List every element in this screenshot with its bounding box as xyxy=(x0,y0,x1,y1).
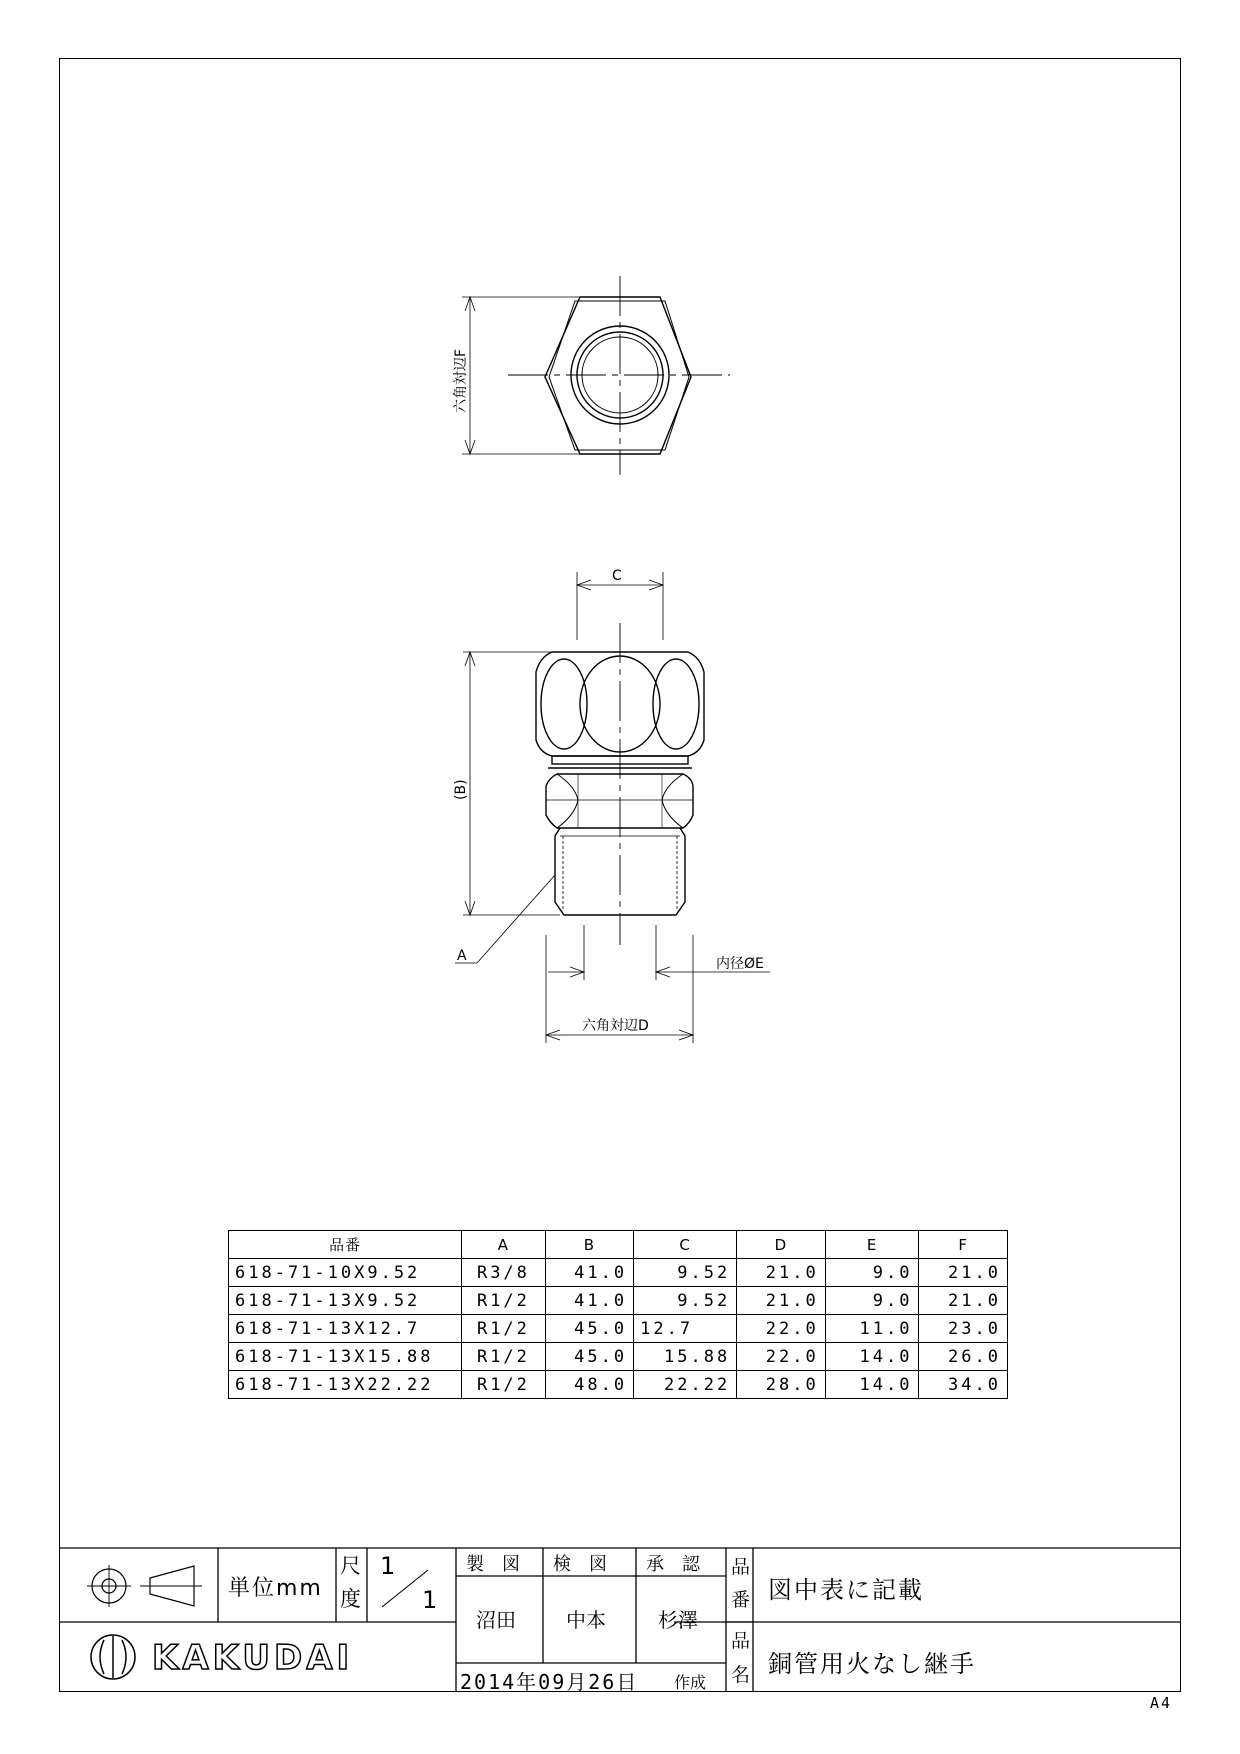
cell-E: 14.0 xyxy=(825,1343,919,1371)
scale-label-2: 度 xyxy=(340,1587,361,1611)
cell-F: 23.0 xyxy=(919,1315,1008,1343)
spec-table-header xyxy=(229,1231,1008,1259)
cell-C: 22.22 xyxy=(634,1371,737,1399)
label-dim-B: (B) xyxy=(453,779,469,800)
cell-E: 14.0 xyxy=(825,1371,919,1399)
header-E: E xyxy=(825,1231,919,1259)
header-C: C xyxy=(634,1231,737,1259)
header-D: D xyxy=(737,1231,826,1259)
cell-A: R1/2 xyxy=(462,1287,545,1315)
page-size-label: A4 xyxy=(1150,1694,1173,1712)
cell-B: 48.0 xyxy=(545,1371,634,1399)
approve-label: 承 認 xyxy=(646,1554,700,1575)
made-label: 製 図 xyxy=(466,1554,520,1575)
cell-C: 15.88 xyxy=(634,1343,737,1371)
cell-E: 11.0 xyxy=(825,1315,919,1343)
cell-F: 21.0 xyxy=(919,1287,1008,1315)
created-date: 2014年09月26日 xyxy=(460,1670,639,1694)
part-name-value: 銅管用火なし継手 xyxy=(768,1650,976,1678)
cell-B: 45.0 xyxy=(545,1315,634,1343)
checker-name: 中本 xyxy=(566,1608,606,1632)
cell-E: 9.0 xyxy=(825,1287,919,1315)
drafter-name: 沼田 xyxy=(476,1608,516,1632)
table-row xyxy=(229,1315,1008,1343)
label-dim-A: A xyxy=(457,948,467,964)
table-row xyxy=(229,1343,1008,1371)
top-view-hex xyxy=(462,276,730,475)
cell-B: 41.0 xyxy=(545,1259,634,1287)
part-no-label-1: 品 xyxy=(731,1556,751,1578)
unit-label: 単位mm xyxy=(228,1576,323,1601)
cell-part-no: 618-71-13X15.88 xyxy=(229,1343,462,1371)
label-inner-dia-E: 内径ØE xyxy=(716,956,764,972)
company-name: KAKUDAI xyxy=(152,1638,354,1678)
front-view-fitting xyxy=(455,572,770,1043)
table-row xyxy=(229,1371,1008,1399)
cell-C: 12.7 xyxy=(634,1315,737,1343)
cell-part-no: 618-71-10X9.52 xyxy=(229,1259,462,1287)
cell-D: 22.0 xyxy=(737,1315,826,1343)
label-dim-C: C xyxy=(612,568,622,584)
cell-A: R1/2 xyxy=(462,1315,545,1343)
part-name-label-2: 名 xyxy=(731,1664,751,1686)
header-part-no: 品番 xyxy=(229,1231,462,1259)
cell-D: 22.0 xyxy=(737,1343,826,1371)
cell-F: 34.0 xyxy=(919,1371,1008,1399)
approver-name: 杉澤 xyxy=(658,1608,698,1632)
cell-part-no: 618-71-13X22.22 xyxy=(229,1371,462,1399)
cell-C: 9.52 xyxy=(634,1287,737,1315)
table-row xyxy=(229,1259,1008,1287)
kakudai-logo-icon xyxy=(91,1635,135,1679)
cell-C: 9.52 xyxy=(634,1259,737,1287)
cell-D: 21.0 xyxy=(737,1259,826,1287)
spec-table xyxy=(228,1230,1008,1399)
table-row xyxy=(229,1287,1008,1315)
cell-A: R1/2 xyxy=(462,1371,545,1399)
cell-D: 21.0 xyxy=(737,1287,826,1315)
cell-F: 26.0 xyxy=(919,1343,1008,1371)
scale-label-1: 尺 xyxy=(340,1554,361,1578)
label-hex-width-F: 六角対辺F xyxy=(453,348,469,413)
projection-symbol-icon xyxy=(87,1565,202,1607)
cell-part-no: 618-71-13X12.7 xyxy=(229,1315,462,1343)
part-name-label-1: 品 xyxy=(731,1630,751,1652)
cell-B: 45.0 xyxy=(545,1343,634,1371)
label-hex-width-D: 六角対辺D xyxy=(582,1018,649,1034)
part-no-value: 図中表に記載 xyxy=(768,1576,924,1604)
cell-A: R1/2 xyxy=(462,1343,545,1371)
header-A: A xyxy=(462,1231,545,1259)
cell-F: 21.0 xyxy=(919,1259,1008,1287)
header-F: F xyxy=(919,1231,1008,1259)
part-no-label-2: 番 xyxy=(731,1589,751,1611)
check-label: 検 図 xyxy=(553,1554,607,1575)
cell-D: 28.0 xyxy=(737,1371,826,1399)
cell-A: R3/8 xyxy=(462,1259,545,1287)
cell-part-no: 618-71-13X9.52 xyxy=(229,1287,462,1315)
scale-denominator: 1 xyxy=(422,1586,438,1614)
created-label: 作成 xyxy=(674,1673,707,1692)
cell-B: 41.0 xyxy=(545,1287,634,1315)
cell-E: 9.0 xyxy=(825,1259,919,1287)
header-B: B xyxy=(545,1231,634,1259)
scale-numerator: 1 xyxy=(380,1552,396,1580)
